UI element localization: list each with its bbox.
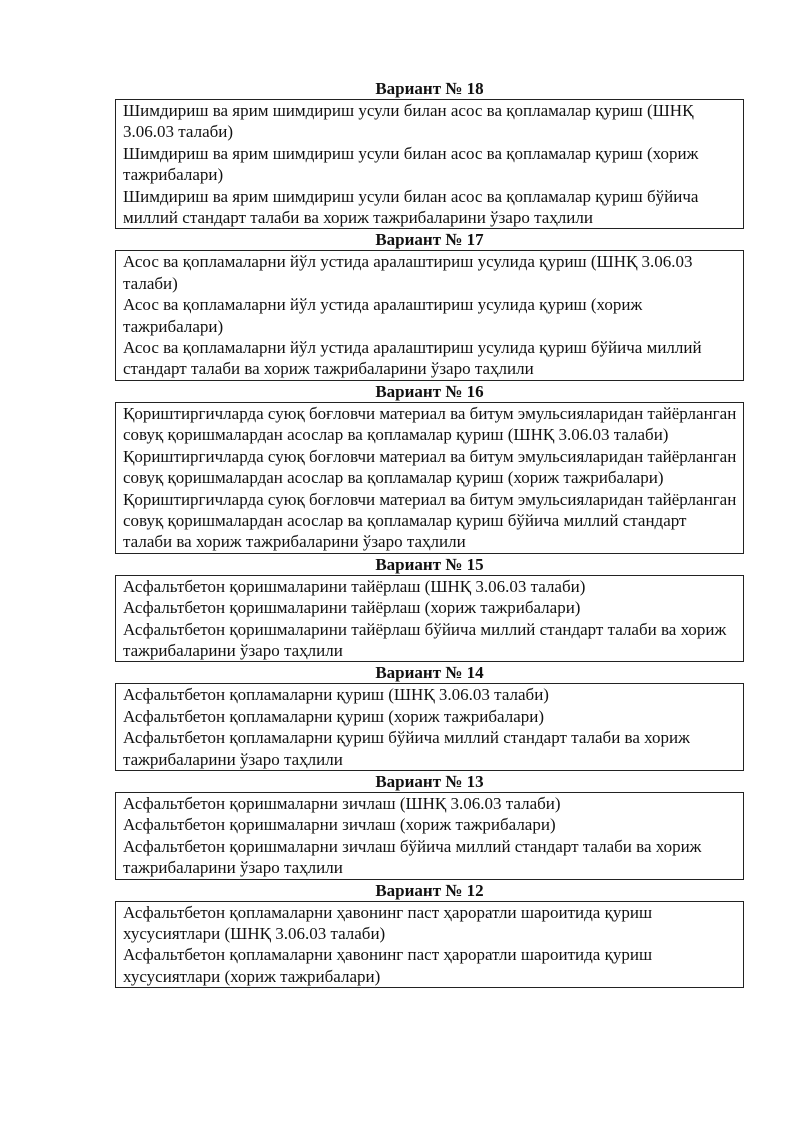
variant-title: Вариант № 14	[375, 663, 484, 683]
variant-13	[115, 771, 744, 880]
variant-16	[115, 381, 744, 554]
topic-line: Шимдириш ва ярим шимдириш усули билан асос ва қопламалар қуриш бўйича миллий стандарт талаби ва хориж тажрибаларини ўзаро таҳлили	[123, 186, 699, 228]
topic-line: Асфальтбетон қопламаларни қуриш (ШНҚ 3.06.03 талаби)	[123, 685, 549, 705]
variant-topics-box	[115, 402, 744, 554]
topic-line: Асфальтбетон қоришмаларини тайёрлаш (хориж тажрибалари)	[123, 598, 581, 618]
variant-18	[115, 78, 744, 229]
topic-line: Асфальтбетон қоришмаларни зичлаш бўйича миллий стандарт талаби ва хориж тажрибаларини ўзаро таҳлили	[123, 836, 702, 878]
topic-line: Асфальтбетон қопламаларни ҳавонинг паст ҳароратли шароитида қуриш хусусиятлари (хориж тажрибалари)	[123, 945, 653, 986]
topic-line: Қориштиргичларда суюқ боғловчи материал ва битум эмульсияларидан тайёрланган совуқ қоришмалардан асослар ва қопламалар қуриш (ШНҚ 3.06.03 талаби)	[123, 403, 737, 445]
topic-line: Асос ва қопламаларни йўл устида аралаштириш усулида қуриш (хориж тажрибалари)	[123, 295, 643, 336]
variant-topics-box	[115, 575, 744, 663]
variant-topics-box	[115, 683, 744, 771]
topic-line: Асфальтбетон қоришмаларини тайёрлаш (ШНҚ 3.06.03 талаби)	[123, 576, 586, 596]
topic-line: Асфальтбетон қопламаларни ҳавонинг паст ҳароратли шароитида қуриш хусусиятлари (ШНҚ 3.06.03 талаби)	[123, 902, 653, 943]
variant-topics-box	[115, 792, 744, 880]
variant-title: Вариант № 18	[375, 79, 484, 98]
variant-title: Вариант № 13	[375, 771, 484, 791]
variant-topics-box	[115, 250, 744, 380]
variant-title: Вариант № 17	[375, 230, 484, 250]
topic-line: Асфальтбетон қоришмаларни зичлаш (ШНҚ 3.06.03 талаби)	[123, 793, 561, 813]
variant-title: Вариант № 16	[375, 381, 484, 401]
document-page	[115, 78, 744, 988]
topic-line: Шимдириш ва ярим шимдириш усули билан асос ва қопламалар қуриш (хориж тажрибалари)	[123, 143, 699, 185]
topic-line: Асфальтбетон қопламаларни қуриш (хориж тажрибалари)	[123, 706, 545, 726]
topic-line: Асос ва қопламаларни йўл устида аралаштириш усулида қуриш (ШНҚ 3.06.03 талаби)	[123, 252, 693, 293]
variant-title: Вариант № 15	[375, 554, 484, 574]
topic-line: Қориштиргичларда суюқ боғловчи материал ва битум эмульсияларидан тайёрланган совуқ қоришмалардан асослар ва қопламалар қуриш бўйича миллий стандарт талаби ва хориж тажрибаларини ўзаро таҳлили	[123, 489, 737, 552]
topic-line: Шимдириш ва ярим шимдириш усули билан асос ва қопламалар қуриш (ШНҚ 3.06.03 талаби)	[123, 101, 694, 142]
variant-14	[115, 662, 744, 771]
variant-title: Вариант № 12	[375, 880, 484, 900]
topic-line: Асфальтбетон қоришмаларни зичлаш (хориж тажрибалари)	[123, 815, 556, 835]
topic-line: Асфальтбетон қопламаларни қуриш бўйича миллий стандарт талаби ва хориж тажрибаларини ўзаро таҳлили	[123, 728, 690, 769]
variant-17	[115, 229, 744, 380]
topic-line: Асос ва қопламаларни йўл устида аралаштириш усулида қуриш бўйича миллий стандарт талаби ва хориж тажрибаларини ўзаро таҳлили	[123, 338, 702, 379]
topic-line: Қориштиргичларда суюқ боғловчи материал ва битум эмульсияларидан тайёрланган совуқ қоришмалардан асослар ва қопламалар қуриш (хориж тажрибалари)	[123, 446, 737, 488]
variant-15	[115, 554, 744, 663]
variant-topics-box	[115, 99, 744, 229]
topic-line: Асфальтбетон қоришмаларини тайёрлаш бўйича миллий стандарт талаби ва хориж тажрибаларини ўзаро таҳлили	[123, 619, 727, 660]
variant-topics-box	[115, 901, 744, 989]
variant-12	[115, 880, 744, 989]
